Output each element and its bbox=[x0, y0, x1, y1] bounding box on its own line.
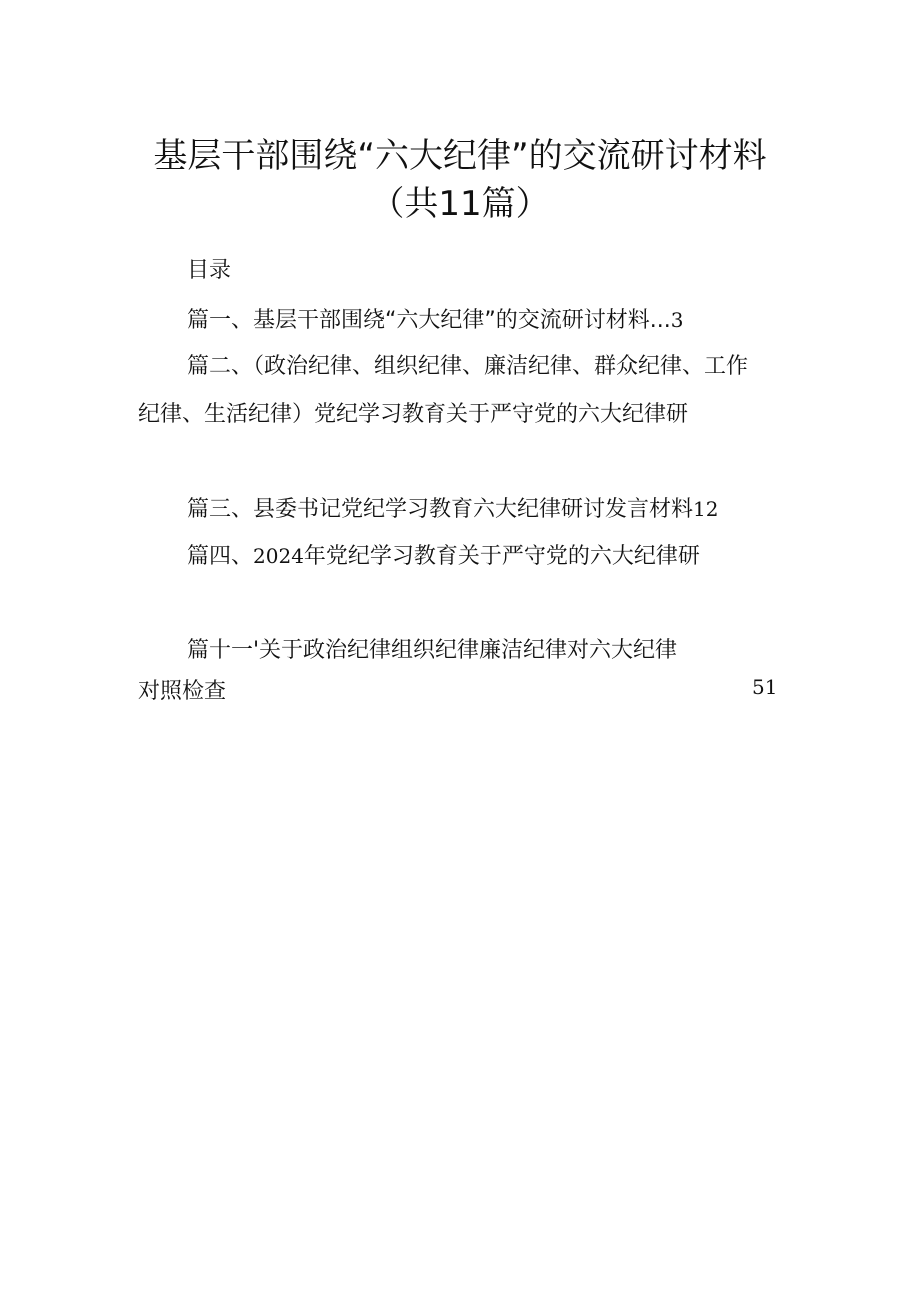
toc-entry-11-line2[interactable]: 对照检查 bbox=[138, 679, 227, 704]
toc-entry-1-page: 3 bbox=[670, 308, 684, 332]
toc-entry-3-title: 篇三、县委书记党纪学习教育六大纪律研讨发言材料 bbox=[187, 497, 694, 522]
toc-entry-4-year: 2024 bbox=[253, 544, 304, 568]
toc-entry-4-title: 年党纪学习教育关于严守党的六大纪律研 bbox=[303, 544, 700, 569]
document-title: 基层干部围绕“六大纪律”的交流研讨材料 bbox=[153, 136, 767, 176]
document-subtitle: （共11篇） bbox=[370, 184, 550, 224]
toc-heading: 目录 bbox=[187, 258, 232, 283]
toc-entry-11-line1[interactable]: 篇十一'关于政治纪律组织纪律廉洁纪律对六大纪律 bbox=[187, 638, 678, 663]
toc-entry-3[interactable] bbox=[187, 494, 718, 525]
toc-entry-2-line1[interactable]: 篇二、（政治纪律、组织纪律、廉洁纪律、群众纪律、工作 bbox=[187, 354, 749, 379]
toc-entry-2-line2[interactable]: 纪律、生活纪律）党纪学习教育关于严守党的六大纪律研 bbox=[138, 402, 689, 427]
toc-entry-11-page: 51 bbox=[752, 675, 778, 699]
toc-entry-3-page: 12 bbox=[693, 497, 719, 521]
toc-entry-4[interactable] bbox=[187, 541, 700, 572]
toc-entry-1-title: 篇一、基层干部围绕“六大纪律”的交流研讨材料... bbox=[187, 308, 671, 333]
toc-entry-1[interactable] bbox=[187, 305, 684, 336]
toc-entry-4-prefix: 篇四、 bbox=[187, 544, 254, 569]
